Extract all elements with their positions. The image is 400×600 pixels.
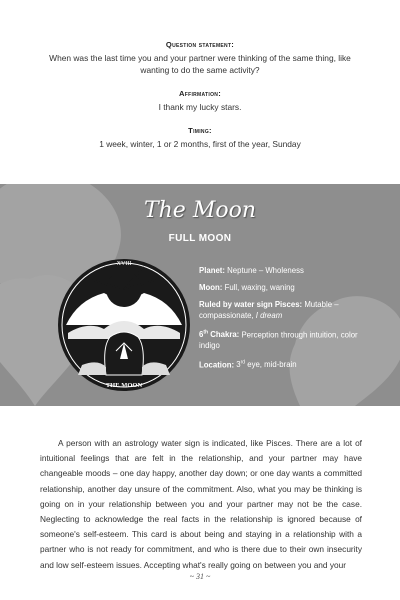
chakra-label: 6th Chakra: (199, 329, 240, 340)
question-label: Question statement: (165, 40, 235, 49)
moon-label: Moon: (199, 283, 223, 292)
card-title: The Moon (143, 198, 257, 223)
page-number: ~ 31 ~ (189, 572, 211, 581)
moon-property (199, 283, 377, 294)
ruled-value: Mutable – compassionate, (199, 300, 339, 320)
chakra-value: Perception through intuition, color indigo (199, 330, 358, 350)
planet-property (199, 266, 377, 277)
affirmation-text: I thank my lucky stars. (158, 102, 242, 112)
planet-label: Planet: (199, 266, 225, 275)
card-subtitle: FULL MOON (168, 233, 232, 244)
moon-card-illustration (58, 255, 190, 395)
question-text: When was the last time you and your partner were thinking of the same thing, like wanting to do the same activity? (49, 53, 351, 75)
card-numeral: XVIII (116, 261, 132, 267)
ruled-property (199, 300, 377, 321)
location-label: Location: (199, 360, 235, 370)
card-caption: THE MOON (105, 382, 143, 389)
moon-value: Full, waxing, waning (224, 283, 295, 292)
planet-value: Neptune – Wholeness (227, 266, 304, 275)
ruled-label: Ruled by water sign Pisces: (199, 300, 303, 309)
chakra-property (199, 328, 377, 352)
timing-text: 1 week, winter, 1 or 2 months, first of the year, Sunday (99, 139, 301, 149)
affirmation-label: Affirmation: (178, 89, 222, 98)
body-text: A person with an astrology water sign is indicated, like Pisces. There are a lot of intuitional feelings that are felt in the relationship, and your partner may have changeable moods – one day happy, another day down; or one day wants a committed relationship, another day unsure of the commitment. Also, what you may be thinking is going on in your relationship between you and your partner may not be the case. Neglecting to acknowledge the real facts in the relationship is ignored because of someone's self-esteem. This card is about being and staying in a relationship with a partner who is not ready for commitment, and who is there due to their own insecurity and low self-esteem issues. Accepting what's really going on between you and your (40, 438, 362, 570)
body-paragraph (40, 436, 362, 573)
location-property (199, 358, 377, 371)
timing-label: Timing: (188, 126, 212, 135)
card-properties (199, 266, 377, 377)
ruled-value-italic: I dream (255, 310, 283, 320)
location-value: 3rd eye, mid-brain (236, 359, 297, 370)
